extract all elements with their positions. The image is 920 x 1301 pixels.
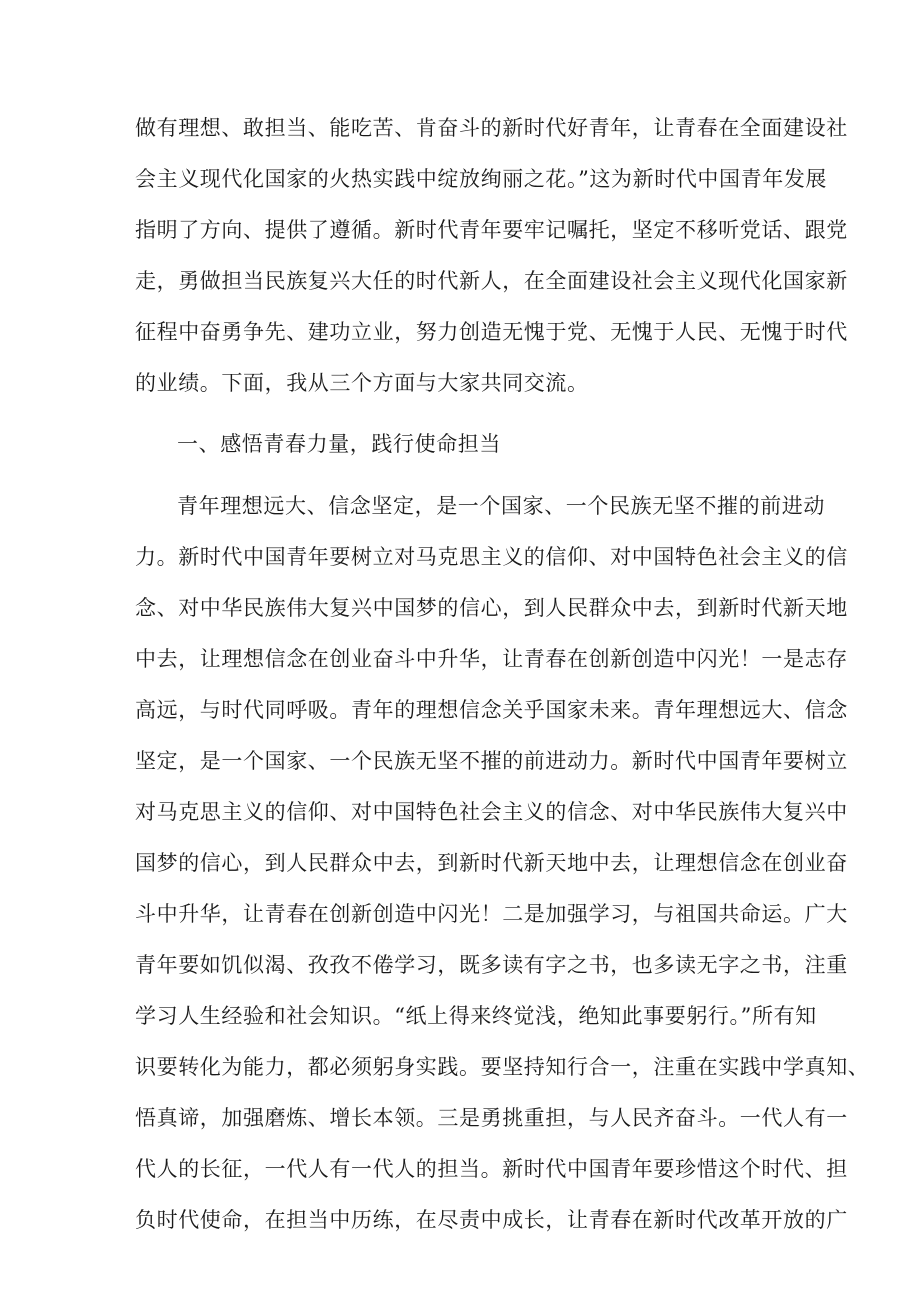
paragraph-2-line-1: 青年理想远大、信念坚定，是一个国家、一个民族无坚不摧的前进动 <box>177 494 825 518</box>
section-heading: 一、感悟青春力量，践行使命担当 <box>177 432 501 456</box>
paragraph-1-line-4: 走，勇做担当民族复兴大任的时代新人，在全面建设社会主义现代化国家新 <box>135 269 848 293</box>
paragraph-2-line-4: 中去，让理想信念在创业奋斗中升华，让青春在创新创造中闪光！一是志存 <box>135 647 848 671</box>
paragraph-2-line-15: 负时代使命，在担当中历练，在尽责中成长，让青春在新时代改革开放的广 <box>135 1208 848 1232</box>
paragraph-2-line-3: 念、对中华民族伟大复兴中国梦的信心，到人民群众中去，到新时代新天地 <box>135 596 848 620</box>
paragraph-2-line-10: 青年要如饥似渴、孜孜不倦学习，既多读有字之书，也多读无字之书，注重 <box>135 953 848 977</box>
paragraph-2-line-12: 识要转化为能力，都必须躬身实践。要坚持知行合一，注重在实践中学真知、 <box>135 1055 870 1079</box>
paragraph-2-line-13: 悟真谛，加强磨炼、增长本领。三是勇挑重担，与人民齐奋斗。一代人有一 <box>135 1106 848 1130</box>
paragraph-2-line-7: 对马克思主义的信仰、对中国特色社会主义的信念、对中华民族伟大复兴中 <box>135 800 848 824</box>
paragraph-2-line-5: 高远，与时代同呼吸。青年的理想信念关乎国家未来。青年理想远大、信念 <box>135 698 848 722</box>
paragraph-2-line-9: 斗中升华，让青春在创新创造中闪光！二是加强学习，与祖国共命运。广大 <box>135 902 848 926</box>
paragraph-2-line-2: 力。新时代中国青年要树立对马克思主义的信仰、对中国特色社会主义的信 <box>135 545 848 569</box>
paragraph-2-line-8: 国梦的信心，到人民群众中去，到新时代新天地中去，让理想信念在创业奋 <box>135 851 848 875</box>
paragraph-1-line-1: 做有理想、敢担当、能吃苦、肯奋斗的新时代好青年，让青春在全面建设社 <box>135 116 848 140</box>
paragraph-2-line-6: 坚定，是一个国家、一个民族无坚不摧的前进动力。新时代中国青年要树立 <box>135 749 848 773</box>
paragraph-1-line-6: 的业绩。下面，我从三个方面与大家共同交流。 <box>135 371 589 395</box>
paragraph-2-line-11: 学习人生经验和社会知识。“纸上得来终觉浅，绝知此事要躬行。”所有知 <box>135 1004 817 1028</box>
paragraph-1-line-2: 会主义现代化国家的火热实践中绽放绚丽之花。”这为新时代中国青年发展 <box>135 167 828 191</box>
paragraph-1-line-3: 指明了方向、提供了遵循。新时代青年要牢记嘱托，坚定不移听党话、跟党 <box>135 218 848 242</box>
paragraph-1-line-5: 征程中奋勇争先、建功立业，努力创造无愧于党、无愧于人民、无愧于时代 <box>135 320 848 344</box>
paragraph-2-line-14: 代人的长征，一代人有一代人的担当。新时代中国青年要珍惜这个时代、担 <box>135 1157 848 1181</box>
